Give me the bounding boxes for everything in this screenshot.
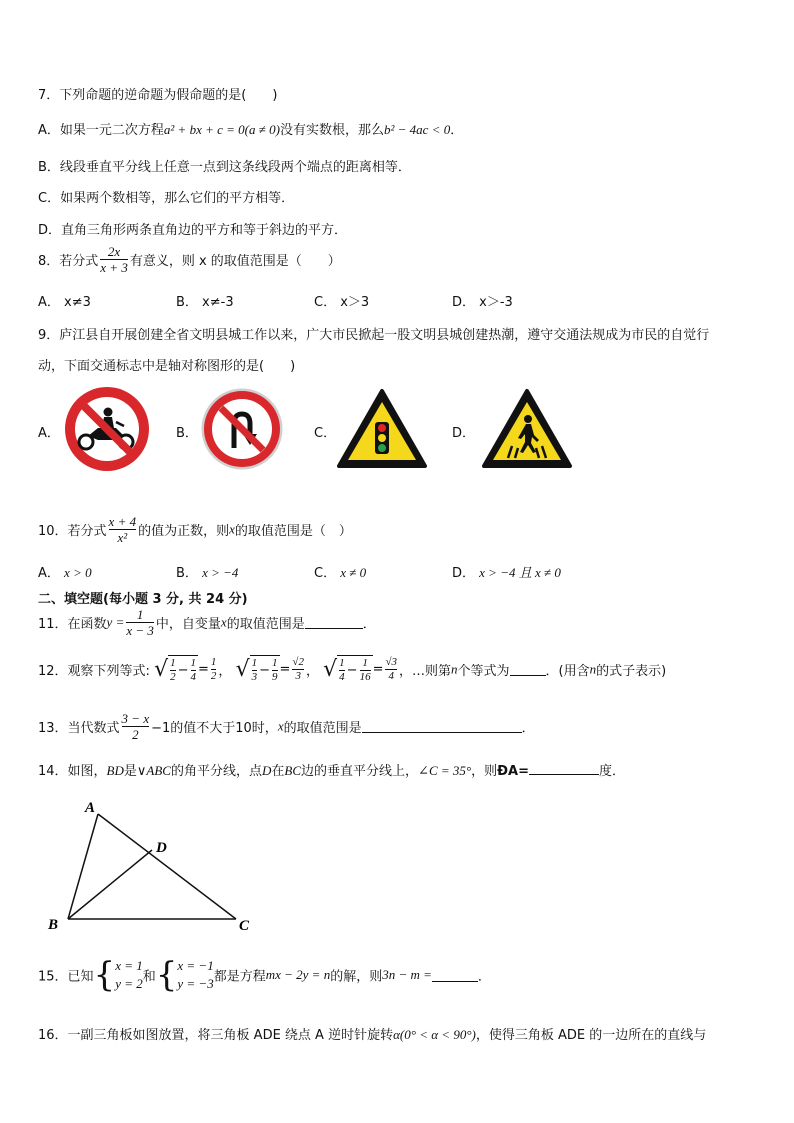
- q14-angle: ∠C = 35°: [418, 763, 472, 778]
- q10-post1: 的值为正数，则: [138, 524, 230, 539]
- q14-bd: BD: [106, 763, 124, 778]
- q15-equation: mx − 2y = n: [265, 967, 331, 982]
- q10-option-d: [452, 562, 561, 581]
- q12-eq2-result: [292, 656, 304, 683]
- q10-option-a-label: A．: [38, 566, 60, 581]
- q12-eq3-e: √3: [385, 656, 398, 668]
- q9-line2: 动，下面交通标志中是轴对称图形的是( ): [38, 359, 296, 374]
- q15-post: 的解，则: [330, 969, 383, 985]
- q10-num: x + 4: [108, 514, 137, 529]
- q15-system-1: [115, 957, 143, 993]
- q16-post: ，使得三角板 ADE 的一边所在的直线与: [475, 1028, 707, 1043]
- q12-eq1-c: 1: [190, 657, 197, 669]
- segment-bd: [68, 850, 152, 919]
- q12-n-2: n: [589, 661, 597, 677]
- q15-sys2-y: y = −3: [177, 976, 214, 991]
- q8-option-d: D． x＞-3: [452, 295, 513, 310]
- q15-answer-blank[interactable]: [432, 969, 478, 982]
- q7-option-a: [38, 119, 463, 138]
- q15-sys1-y: y = 2: [115, 976, 143, 991]
- vertex-label-d: D: [156, 840, 167, 856]
- q8-pre: 8．若分式: [38, 254, 99, 269]
- q11-fraction: [126, 607, 154, 638]
- q12-post1: ，…则第: [399, 664, 452, 679]
- q14-triangle-figure: [40, 796, 260, 936]
- q7-option-d: D．直角三角形两条直角边的平方和等于斜边的平方．: [38, 223, 348, 238]
- q10-option-b-math: x > −4: [202, 565, 239, 580]
- no-u-turn-sign-icon: [201, 388, 283, 470]
- q12-eq1-radical: √ $\frac{1}{2}$ − $\frac{1}{4}$: [154, 657, 197, 683]
- q9-label-c: C．: [314, 426, 337, 441]
- q15-end: ．: [477, 969, 491, 985]
- q12-eq2-radical: √ $\frac{1}{3}$ − $\frac{1}{9}$: [235, 657, 278, 683]
- q12-eq1-e: 1: [210, 656, 217, 668]
- q8-option-a: A． x≠3: [38, 295, 91, 310]
- q12-eq1-b: 2: [170, 671, 176, 683]
- q15-mid: 都是方程: [213, 969, 266, 985]
- q11-var: x: [220, 614, 227, 630]
- q10-option-a: [38, 562, 92, 581]
- q10-option-d-label: D．: [452, 566, 476, 581]
- q13-answer-blank[interactable]: [362, 720, 522, 733]
- q12-stem: 12．观察下列等式: √ $\frac{1}{2}$ − $\frac{1}{4}$ = $\frac{1}{2}$ ， √ $\frac{1}{3}$ − $\frac{1}{9}$ = $\frac{√2}{3}$ ， √ $\frac{1}{4}$ − $\frac{1}{16}$ = $\frac{√3}{4}$ ，…则第n个等式为 ．(用含n的式子表示): [38, 656, 667, 683]
- q12-eq2-c: 1: [272, 657, 278, 669]
- q12-eq2-d: 9: [272, 671, 278, 683]
- segment-ab: [68, 814, 98, 919]
- q13-stem: [38, 711, 535, 742]
- q11-mid: 中，自变量: [155, 617, 221, 632]
- q7-option-b: B．线段垂直平分线上任意一点到这条线段两个端点的距离相等．: [38, 160, 411, 175]
- q15-and: 和: [142, 969, 156, 985]
- q13-num: 3 − x: [121, 711, 150, 726]
- q14-text6: ，则: [471, 764, 498, 779]
- q12-post2: 个等式为: [457, 664, 510, 679]
- q14-triangle: ∨ABC: [136, 763, 171, 778]
- q15-expression: 3n − m =: [382, 967, 432, 982]
- q12-eq3-c: 1: [362, 657, 368, 669]
- q12-eq2-b: 3: [251, 671, 258, 683]
- q15-pre: 15．已知: [38, 969, 94, 985]
- q11-post: 的取值范围是: [226, 617, 305, 632]
- q10-option-c-math: x ≠ 0: [340, 565, 367, 580]
- q13-mid: −1的值不大于10时，: [151, 721, 278, 736]
- q7-option-a-condition: (a ≠ 0): [244, 122, 280, 137]
- no-motorcycle-sign-icon: [64, 386, 150, 472]
- q10-den: x²: [109, 529, 137, 545]
- q15-sys1-x: x = 1: [115, 958, 143, 973]
- q12-eq2-a: 1: [251, 657, 258, 669]
- q8-num: 2x: [107, 244, 121, 259]
- q11-den: x − 3: [126, 623, 154, 638]
- q12-post3: ．(用含: [545, 664, 590, 679]
- q15-stem: [38, 957, 491, 993]
- q7-option-a-pre: A．如果一元二次方程: [38, 123, 164, 138]
- q12-eq2-f: 3: [292, 669, 304, 683]
- q9-label-a: A．: [38, 426, 60, 441]
- q9-label-b: B．: [176, 426, 198, 441]
- q14-unit: 度．: [598, 764, 625, 779]
- q11-stem: [38, 607, 376, 638]
- q15-system-2: [177, 957, 213, 993]
- q14-text5: 边的垂直平分线上，: [301, 764, 419, 779]
- q16-stem: [38, 1024, 706, 1043]
- q12-eq2-e: √2: [292, 656, 304, 668]
- q12-eq1-f: 2: [210, 670, 217, 682]
- q8-option-b: B． x≠-3: [176, 295, 234, 310]
- q10-option-b-label: B．: [176, 566, 198, 581]
- q16-pre: 16．一副三角板如图放置，将三角板 ADE 绕点 A 逆时针旋转: [38, 1028, 394, 1043]
- q7-option-a-end: ．: [450, 123, 464, 138]
- vertex-label-a: A: [85, 800, 96, 816]
- q15-sys2-x: x = −1: [177, 958, 214, 973]
- q10-option-b: [176, 562, 238, 581]
- q12-answer-blank[interactable]: [510, 663, 546, 676]
- q10-option-d-math: x > −4 且 x ≠ 0: [479, 565, 561, 580]
- vertex-label-c: C: [239, 918, 250, 934]
- q16-angle: α(0° < α < 90°): [393, 1027, 476, 1042]
- q14-text2: 是: [123, 764, 137, 779]
- q13-den: 2: [122, 726, 150, 742]
- q12-eq1-result: [211, 656, 217, 683]
- q12-eq3-radical: √ $\frac{1}{4}$ − $\frac{1}{16}$: [323, 657, 371, 683]
- q12-eq3-d: 16: [359, 671, 371, 683]
- q11-end: ．: [362, 617, 376, 632]
- q14-text4: 在: [271, 764, 285, 779]
- segment-ac: [98, 814, 236, 919]
- q12-eq3-b: 4: [339, 671, 345, 683]
- q13-pre: 13．当代数式: [38, 721, 120, 736]
- q12-eq3-f: 4: [385, 669, 397, 683]
- q15-brace-2: {: [155, 955, 178, 995]
- q14-bc: BC: [284, 763, 302, 778]
- q11-pre: 11．在函数: [38, 617, 107, 632]
- q14-answer-prefix: ÐA=: [497, 764, 529, 779]
- q8-option-c: C． x＞3: [314, 295, 370, 310]
- q13-fraction: [122, 711, 150, 742]
- q7-option-c: C．如果两个数相等，那么它们的平方相等．: [38, 191, 295, 206]
- q10-pre: 10．若分式: [38, 524, 107, 539]
- q12-n: n: [451, 661, 458, 677]
- q11-lhs: y =: [106, 614, 125, 630]
- q9-label-d: D．: [452, 426, 476, 441]
- q8-post: 有意义，则 x 的取值范围是（ ）: [129, 254, 341, 269]
- q14-stem: [38, 760, 625, 779]
- q10-stem: [38, 514, 352, 545]
- q8-den: x + 3: [100, 260, 128, 275]
- q12-pre: 12．观察下列等式:: [38, 664, 150, 679]
- q14-answer-blank[interactable]: [529, 762, 599, 775]
- q13-end: ．: [521, 721, 535, 736]
- q7-option-a-equation: a² + bx + c = 0: [163, 122, 245, 137]
- q7-option-a-discriminant: b² − 4ac < 0: [383, 122, 451, 137]
- q10-option-a-math: x > 0: [64, 565, 92, 580]
- q10-post2: 的取值范围是（ ）: [234, 524, 352, 539]
- q10-option-c: [314, 562, 366, 581]
- q14-text1: 14．如图，: [38, 764, 107, 779]
- q11-answer-blank[interactable]: [305, 616, 363, 629]
- section-title-fill-in: 二、填空题(每小题 3 分, 共 24 分): [38, 592, 248, 607]
- q8-stem: [38, 244, 341, 275]
- q7-stem: 7．下列命题的逆命题为假命题的是( ): [38, 88, 278, 103]
- q12-eq1-a: 1: [170, 657, 176, 669]
- q9-line1: 9．庐江县自开展创建全省文明县城工作以来，广大市民掀起一股文明县城创建热潮，遵守交通法规成为市民的自觉行: [38, 328, 710, 343]
- q12-eq1-d: 4: [190, 671, 197, 683]
- q12-eq3-a: 1: [339, 657, 345, 669]
- vertex-label-b: B: [48, 917, 59, 933]
- q8-fraction: [100, 244, 128, 275]
- q12-eq3-result: [385, 656, 397, 683]
- traffic-light-warning-sign-icon: [336, 388, 428, 470]
- q14-d: D: [262, 763, 272, 778]
- q13-post: 的取值范围是: [283, 721, 362, 736]
- pedestrian-crossing-sign-icon: [481, 388, 573, 470]
- q12-post4: 的式子表示): [596, 664, 667, 679]
- q15-brace-1: {: [93, 955, 116, 995]
- q10-option-c-label: C．: [314, 566, 337, 581]
- q10-fraction: [109, 514, 137, 545]
- q11-num: 1: [136, 607, 144, 622]
- q13-var: x: [277, 718, 284, 734]
- q7-option-a-mid: 没有实数根，那么: [279, 123, 384, 138]
- q14-text3: 的角平分线，点: [170, 764, 262, 779]
- q10-var: x: [229, 521, 235, 537]
